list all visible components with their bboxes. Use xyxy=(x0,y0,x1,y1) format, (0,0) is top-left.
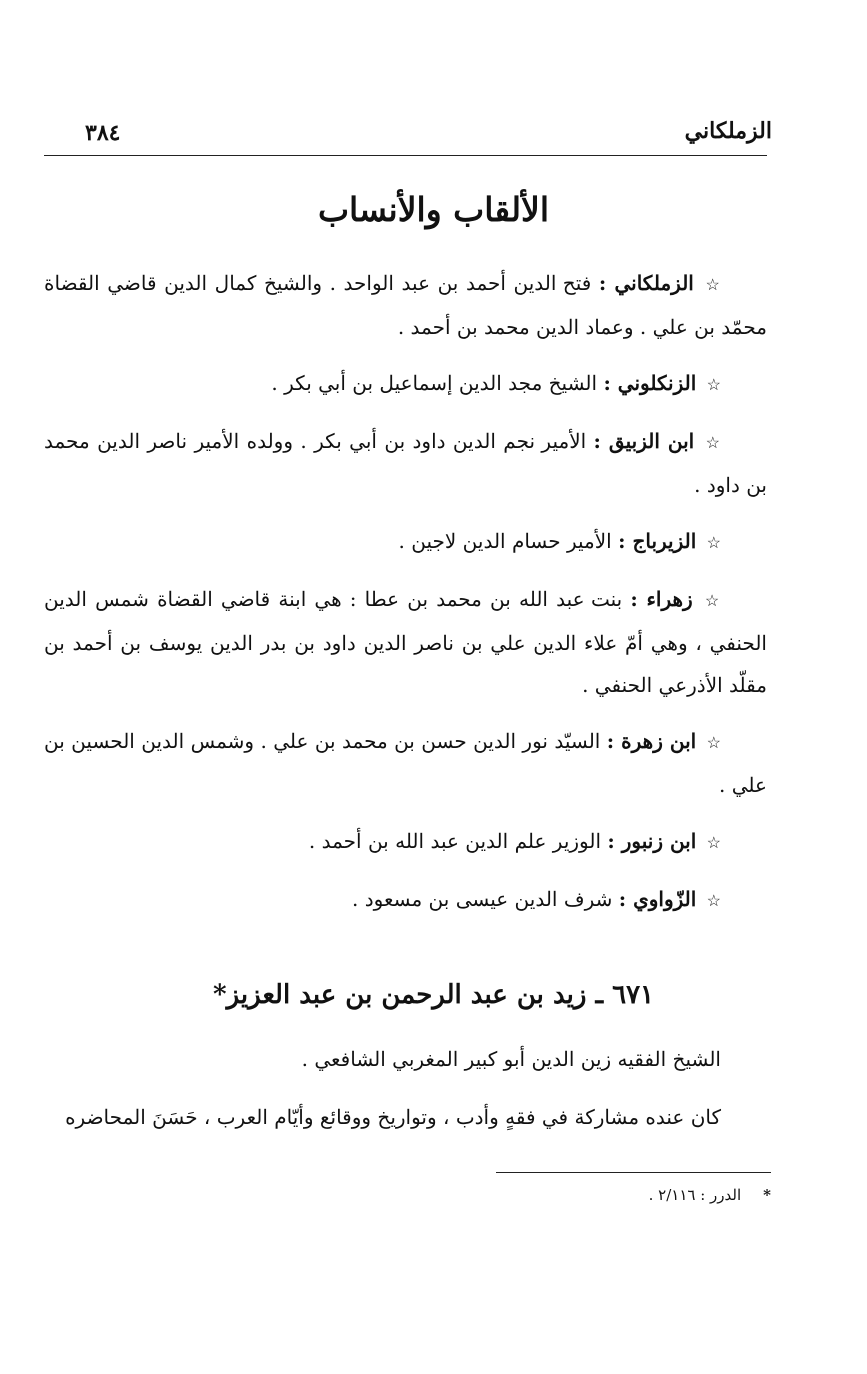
list-item xyxy=(44,520,767,564)
running-title: الزملكاني xyxy=(684,118,772,144)
page-number: ٣٨٤ xyxy=(85,120,121,146)
entry-text: الشيخ مجد الدين إسماعيل بن أبي بكر . xyxy=(271,371,598,395)
entry-term: ابن زنبور : xyxy=(607,829,697,853)
star-icon: ☆ xyxy=(706,733,722,752)
star-icon: ☆ xyxy=(706,533,721,552)
biography-body xyxy=(44,1038,767,1154)
entry-term: الزّواوي : xyxy=(618,887,697,911)
list-item xyxy=(44,362,767,406)
star-icon: ☆ xyxy=(705,433,721,452)
list-item xyxy=(44,878,767,922)
entries-list xyxy=(44,262,767,936)
header-rule xyxy=(44,155,767,156)
star-icon: ☆ xyxy=(704,591,721,610)
entry-term: ابن الزبيق : xyxy=(593,429,695,453)
list-item xyxy=(44,720,767,806)
biography-heading: ٦٧١ ـ زيد بن عبد الرحمن بن عبد العزيز* xyxy=(212,980,655,1010)
entry-text: السيّد نور الدين حسن بن محمد بن علي . وشمس الدين الحسين بن علي . xyxy=(44,729,767,797)
entry-text: الأمير نجم الدين داود بن أبي بكر . وولده الأمير ناصر الدين محمد بن داود . xyxy=(44,429,767,497)
footnote-text: الدرر : ٢/١١٦ . xyxy=(648,1186,742,1204)
footnote xyxy=(649,1186,771,1204)
biography-paragraph: الشيخ الفقيه زين الدين أبو كبير المغربي الشافعي . xyxy=(301,1047,721,1071)
list-item xyxy=(44,820,767,864)
star-icon: ☆ xyxy=(706,375,721,394)
entry-term: الزيرباج : xyxy=(618,529,697,553)
star-icon: ☆ xyxy=(706,891,721,910)
entry-text: بنت عبد الله بن محمد بن عطا : هي ابنة قاضي القضاة شمس الدين الحنفي ، وهي أمّ علاء الدين علي بن ناصر الدين داود بن بدر الدين يوسف بن أحمد بن مقلّد الأذرعي الحنفي . xyxy=(44,587,767,697)
list-item xyxy=(44,262,767,348)
entry-text: فتح الدين أحمد بن عبد الواحد . والشيخ كمال الدين قاضي القضاة محمّد بن علي . وعماد الدين محمد بن أحمد . xyxy=(44,271,767,339)
entry-term: ابن زهرة : xyxy=(606,729,697,753)
entry-term: زهراء : xyxy=(630,587,693,611)
entry-text: الوزير علم الدين عبد الله بن أحمد . xyxy=(308,829,602,853)
entry-term: الزملكاني : xyxy=(598,271,694,295)
entry-term: الزنكلوني : xyxy=(603,371,697,395)
section-title: الألقاب والأنساب xyxy=(317,190,550,229)
footnote-mark: * xyxy=(763,1186,771,1204)
list-item xyxy=(44,578,767,706)
biography-paragraph: كان عنده مشاركة في فقهٍ وأدب ، وتواريخ ووقائع وأيّام العرب ، حَسَنَ المحاضره xyxy=(65,1105,721,1129)
footnote-rule xyxy=(496,1172,771,1173)
entry-text: الأمير حسام الدين لاجين . xyxy=(398,529,612,553)
star-icon: ☆ xyxy=(705,275,722,294)
entry-text: شرف الدين عيسى بن مسعود . xyxy=(352,887,613,911)
list-item xyxy=(44,420,767,506)
star-icon: ☆ xyxy=(706,833,721,852)
